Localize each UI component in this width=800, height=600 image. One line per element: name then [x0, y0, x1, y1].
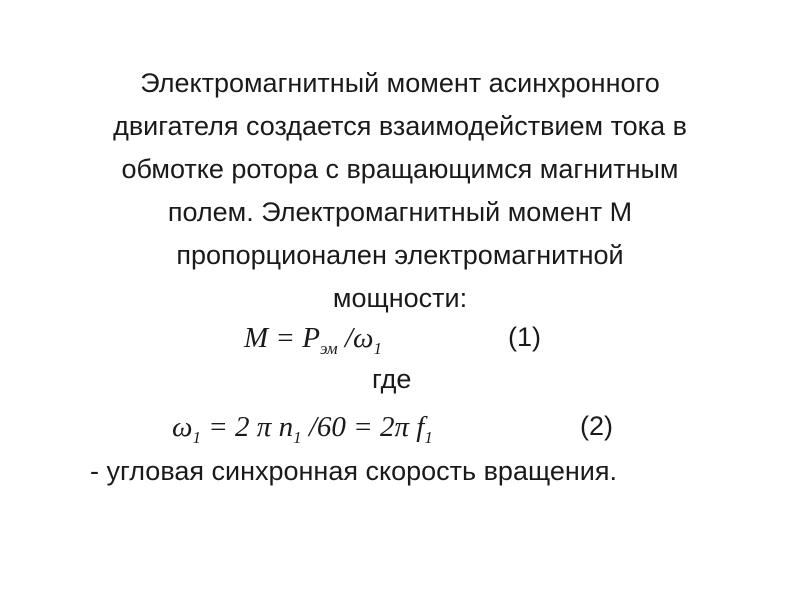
formula-f-sub: 1 — [424, 428, 433, 447]
formula-torque — [244, 322, 382, 358]
formula-torque-mid: /ω — [337, 322, 374, 354]
formula-angular-speed — [172, 411, 433, 447]
formula-part1: = 2 π n — [200, 411, 294, 443]
formula-torque-lhs: M = P — [244, 322, 320, 354]
formula-torque-sub-em: эм — [319, 339, 338, 358]
description-line: - угловая синхронная скорость вращения. — [90, 456, 618, 486]
paragraph-line: пропорционален электромагнитной — [176, 240, 624, 270]
formula-omega-sub: 1 — [192, 428, 201, 447]
where-word: где — [372, 364, 412, 394]
formula-n-sub: 1 — [293, 428, 302, 447]
body-paragraph — [60, 62, 740, 320]
equation-number-2: (2) — [580, 411, 613, 441]
paragraph-line: двигателя создается взаимодействием тока в — [113, 111, 687, 141]
paragraph-line: Электромагнитный момент асинхронного — [140, 68, 660, 98]
paragraph-line: обмотке ротора с вращающимся магнитным — [121, 154, 679, 184]
formula-part2: /60 = 2π f — [301, 411, 425, 443]
formula-omega: ω — [172, 411, 193, 443]
paragraph-line: мощности: — [332, 283, 468, 313]
paragraph-line: полем. Электромагнитный момент М — [167, 197, 633, 227]
formula-torque-sub-1: 1 — [373, 339, 382, 358]
equation-number-1: (1) — [508, 322, 541, 352]
